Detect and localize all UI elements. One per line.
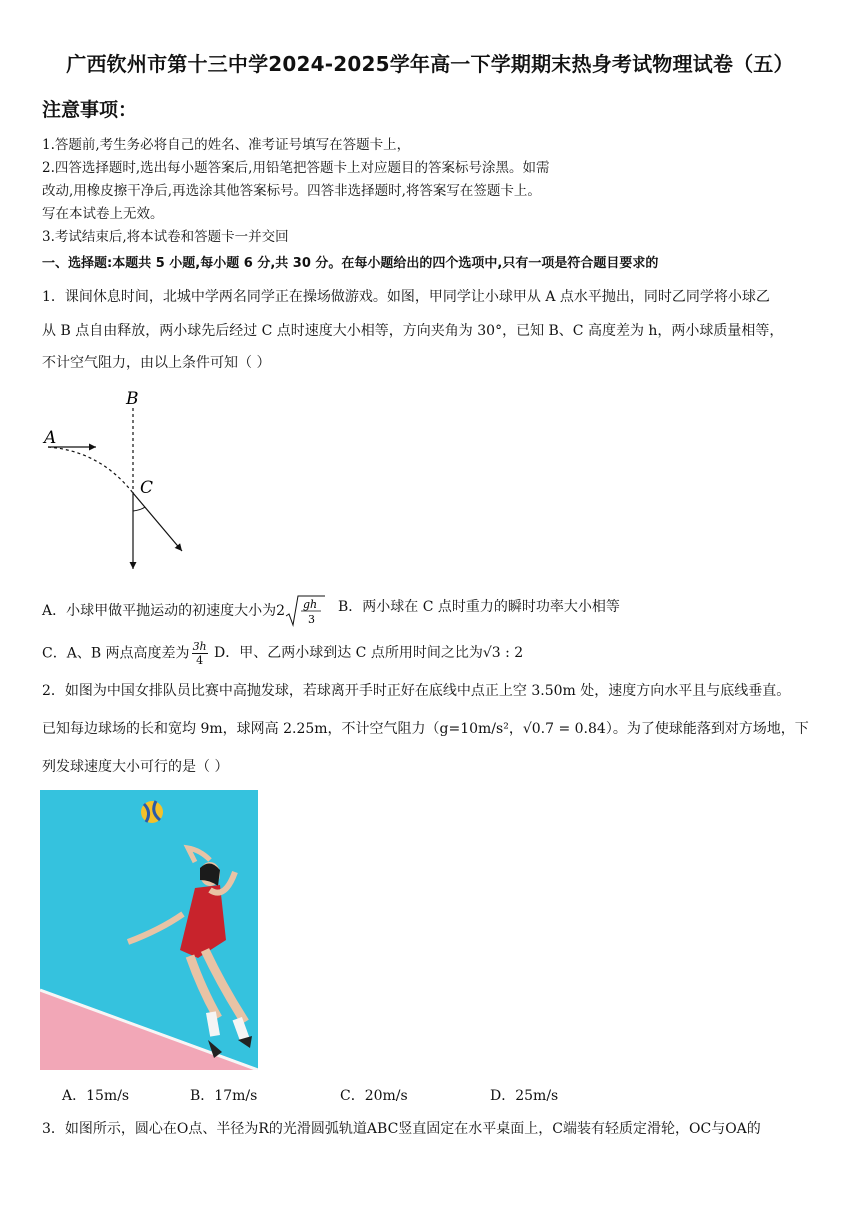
q1-option-c[interactable] [42,640,210,667]
q1-option-d-text: D．甲、乙两小球到达 C 点所用时间之比为 [214,645,483,661]
svg-text:gh: gh [303,598,318,611]
section-heading: 一、选择题:本题共 5 小题,每小题 6 分,共 30 分。在每小题给出的四个选项中,只有一项是符合题目要求的 [42,256,659,271]
q2-option-a[interactable]: A．15m/s [62,1088,130,1104]
q2-option-c[interactable]: C．20m/s [340,1088,408,1104]
notice-line: 写在本试卷上无效。 [42,206,164,222]
label-c: C [140,478,154,498]
q2-stem-line2: 已知每边球场的长和宽均 9m，球网高 2.25m，不计空气阻力（g=10m/s²，√0.7 = 0.84）。为了使球能落到对方场地，下 [42,721,809,737]
q1-stem-line2: 从 B 点自由释放，两小球先后经过 C 点时速度大小相等，方向夹角为 30°，已知 B、C 高度差为 h，两小球质量相等， [42,323,784,339]
svg-text:3: 3 [308,613,316,626]
notice-line: 改动,用橡皮擦干净后,再选涂其他答案标号。四答非选择题时,将答案写在签题卡上。 [42,183,541,199]
q1-option-d-value: √3 : 2 [482,645,524,661]
volleyball-player-photo [40,790,258,1070]
q1-stem-line3: 不计空气阻力，由以上条件可知（ ） [42,355,271,371]
q2-stem-line3: 列发球速度大小可行的是（ ） [42,759,229,775]
label-b: B [126,389,139,409]
notice-line: 1.答题前,考生务必将自己的姓名、准考证号填写在答题卡上， [42,137,411,153]
fraction: $\frac{3h}{4}$ [192,640,207,667]
label-a: A [44,428,57,448]
q1-diagram [40,383,200,578]
notice-line: 2.四答选择题时,选出每小题答案后,用铅笔把答题卡上对应题目的答案标号涂黑。如需 [42,160,550,176]
angle-arc [133,507,145,511]
exam-title: 广西钦州市第十三中学2024-2025学年高一下学期期末热身考试物理试卷（五） [66,52,794,76]
notice-heading: 注意事项： [42,99,138,121]
q1-option-b[interactable]: B．两小球在 C 点时重力的瞬时功率大小相等 [338,599,620,615]
q1-stem-line1: 1．课间休息时间，北城中学两名同学正在操场做游戏。如图，甲同学让小球甲从 A 点水平抛出，同时乙同学将小球乙 [42,289,770,305]
q2-stem-line1: 2．如图为中国女排队员比赛中高抛发球，若球离开手时正好在底线中点正上空 3.50m 处，速度方向水平且与底线垂直。 [42,683,791,699]
notice-line: 3.考试结束后,将本试卷和答题卡一并交回 [42,229,289,245]
q1-option-c-text: C．A、B 两点高度差为 [42,645,190,662]
q3-stem-line1: 3．如图所示，圆心在O点、半径为R的光滑圆弧轨道ABC竖直固定在水平桌面上，C端装有轻质定滑轮，OC与OA的 [42,1121,761,1137]
q1-option-a[interactable] [42,594,325,628]
velocity-arrow-oblique [133,493,182,551]
q2-option-d[interactable]: D．25m/s [490,1088,559,1104]
q2-option-b[interactable]: B．17m/s [190,1088,258,1104]
sqrt-symbol [285,594,325,628]
q1-option-a-text: A．小球甲做平抛运动的初速度大小为2 [42,603,286,619]
q1-option-d[interactable] [214,642,523,662]
trajectory-curve [48,447,133,493]
